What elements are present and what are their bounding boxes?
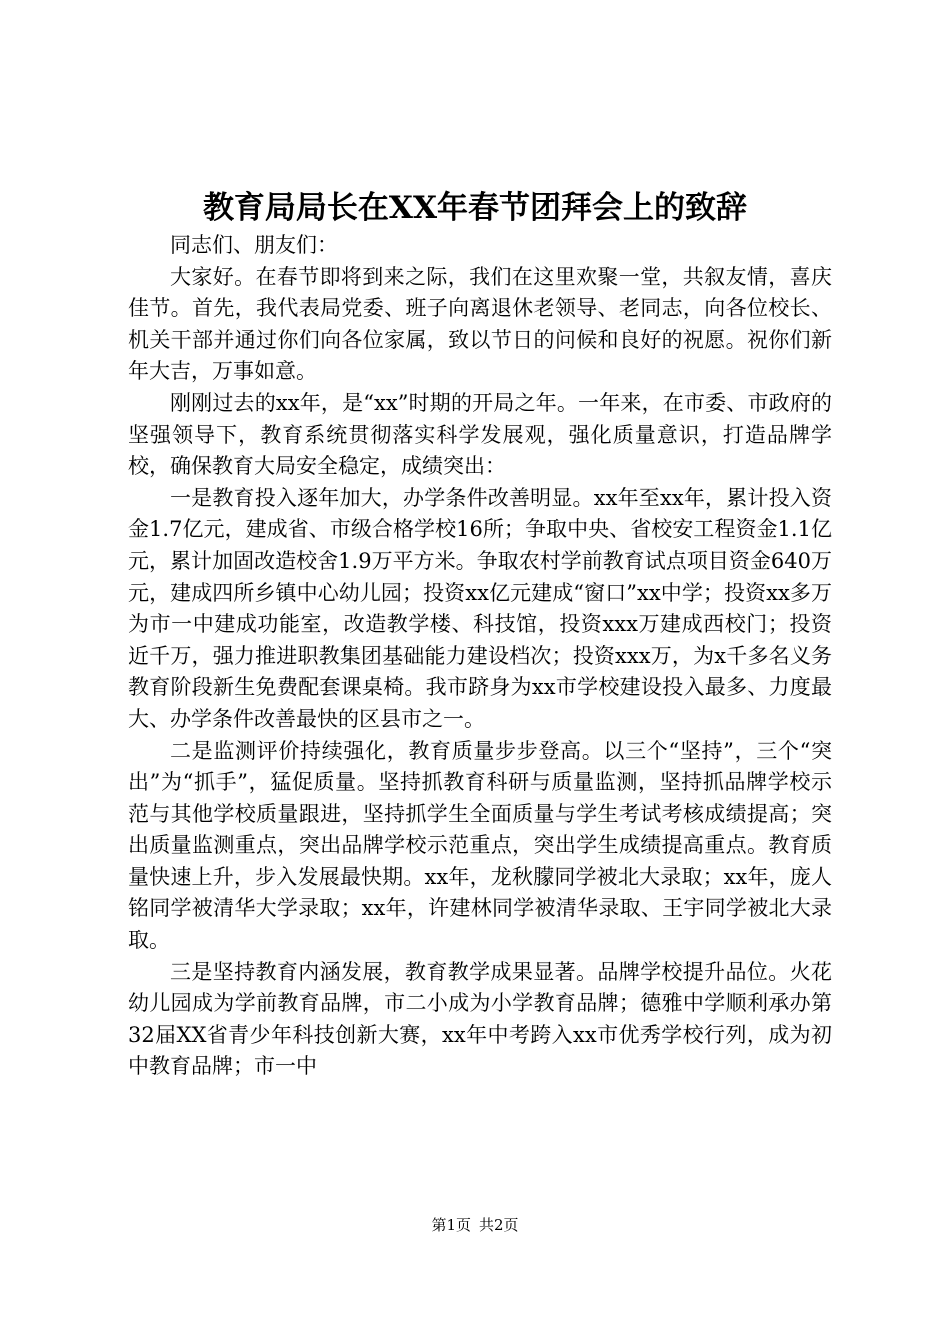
paragraph-greeting: 大家好。在春节即将到来之际，我们在这里欢聚一堂，共叙友情，喜庆佳节。首先，我代表局党委、班子向离退休老领导、老同志，向各位校长、机关干部并通过你们向各位家属，致以节日的问候和良好的祝愿。祝你们新年大吉，万事如意。 [128,264,832,384]
page-total: 共2页 [479,1216,519,1234]
page-number: 第1页 [431,1216,471,1234]
paragraph-quality: 二是监测评价持续强化，教育质量步步登高。以三个“坚持”，三个“突出”为“抓手”，猛促质量。坚持抓教育科研与质量监测，坚持抓品牌学校示范与其他学校质量跟进，坚持抓学生全面质量与学生考试考核成绩提高；突出质量监测重点，突出品牌学校示范重点，突出学生成绩提高重点。教育质量快速上升，步入发展最快期。xx年，龙秋朦同学被北大录取；xx年，庞人铭同学被清华大学录取；xx年，许建林同学被清华录取、王宇同学被北大录取。 [128,738,832,953]
document-body [128,230,832,1083]
paragraph-review: 刚刚过去的xx年，是“xx”时期的开局之年。一年来，在市委、市政府的坚强领导下，教育系统贯彻落实科学发展观，强化质量意识，打造品牌学校，确保教育大局安全稳定，成绩突出： [128,390,832,479]
page-footer [0,1213,950,1237]
paragraph-investment: 一是教育投入逐年加大，办学条件改善明显。xx年至xx年，累计投入资金1.7亿元，建成省、市级合格学校16所；争取中央、省校安工程资金1.1亿元，累计加固改造校舍1.9万平方米。争取农村学前教育试点项目资金640万元，建成四所乡镇中心幼儿园；投资xx亿元建成“窗口”xx中学；投资xx多万为市一中建成功能室，改造教学楼、科技馆，投资xxx万建成西校门；投资近千万，强力推进职教集团基础能力建设档次；投资xxx万，为x千多名义务教育阶段新生免费配套课桌椅。我市跻身为xx市学校建设投入最多、力度最大、办学条件改善最快的区县市之一。 [128,485,832,731]
paragraph-achievements: 三是坚持教育内涵发展，教育教学成果显著。品牌学校提升品位。火花幼儿园成为学前教育品牌，市二小成为小学教育品牌；德雅中学顺利承办第32届XX省青少年科技创新大赛，xx年中考跨入xx市优秀学校行列，成为初中教育品牌；市一中 [128,959,832,1079]
paragraph-salutation: 同志们、朋友们： [170,233,338,257]
document-title: 教育局局长在XX年春节团拜会上的致辞 [202,190,748,226]
